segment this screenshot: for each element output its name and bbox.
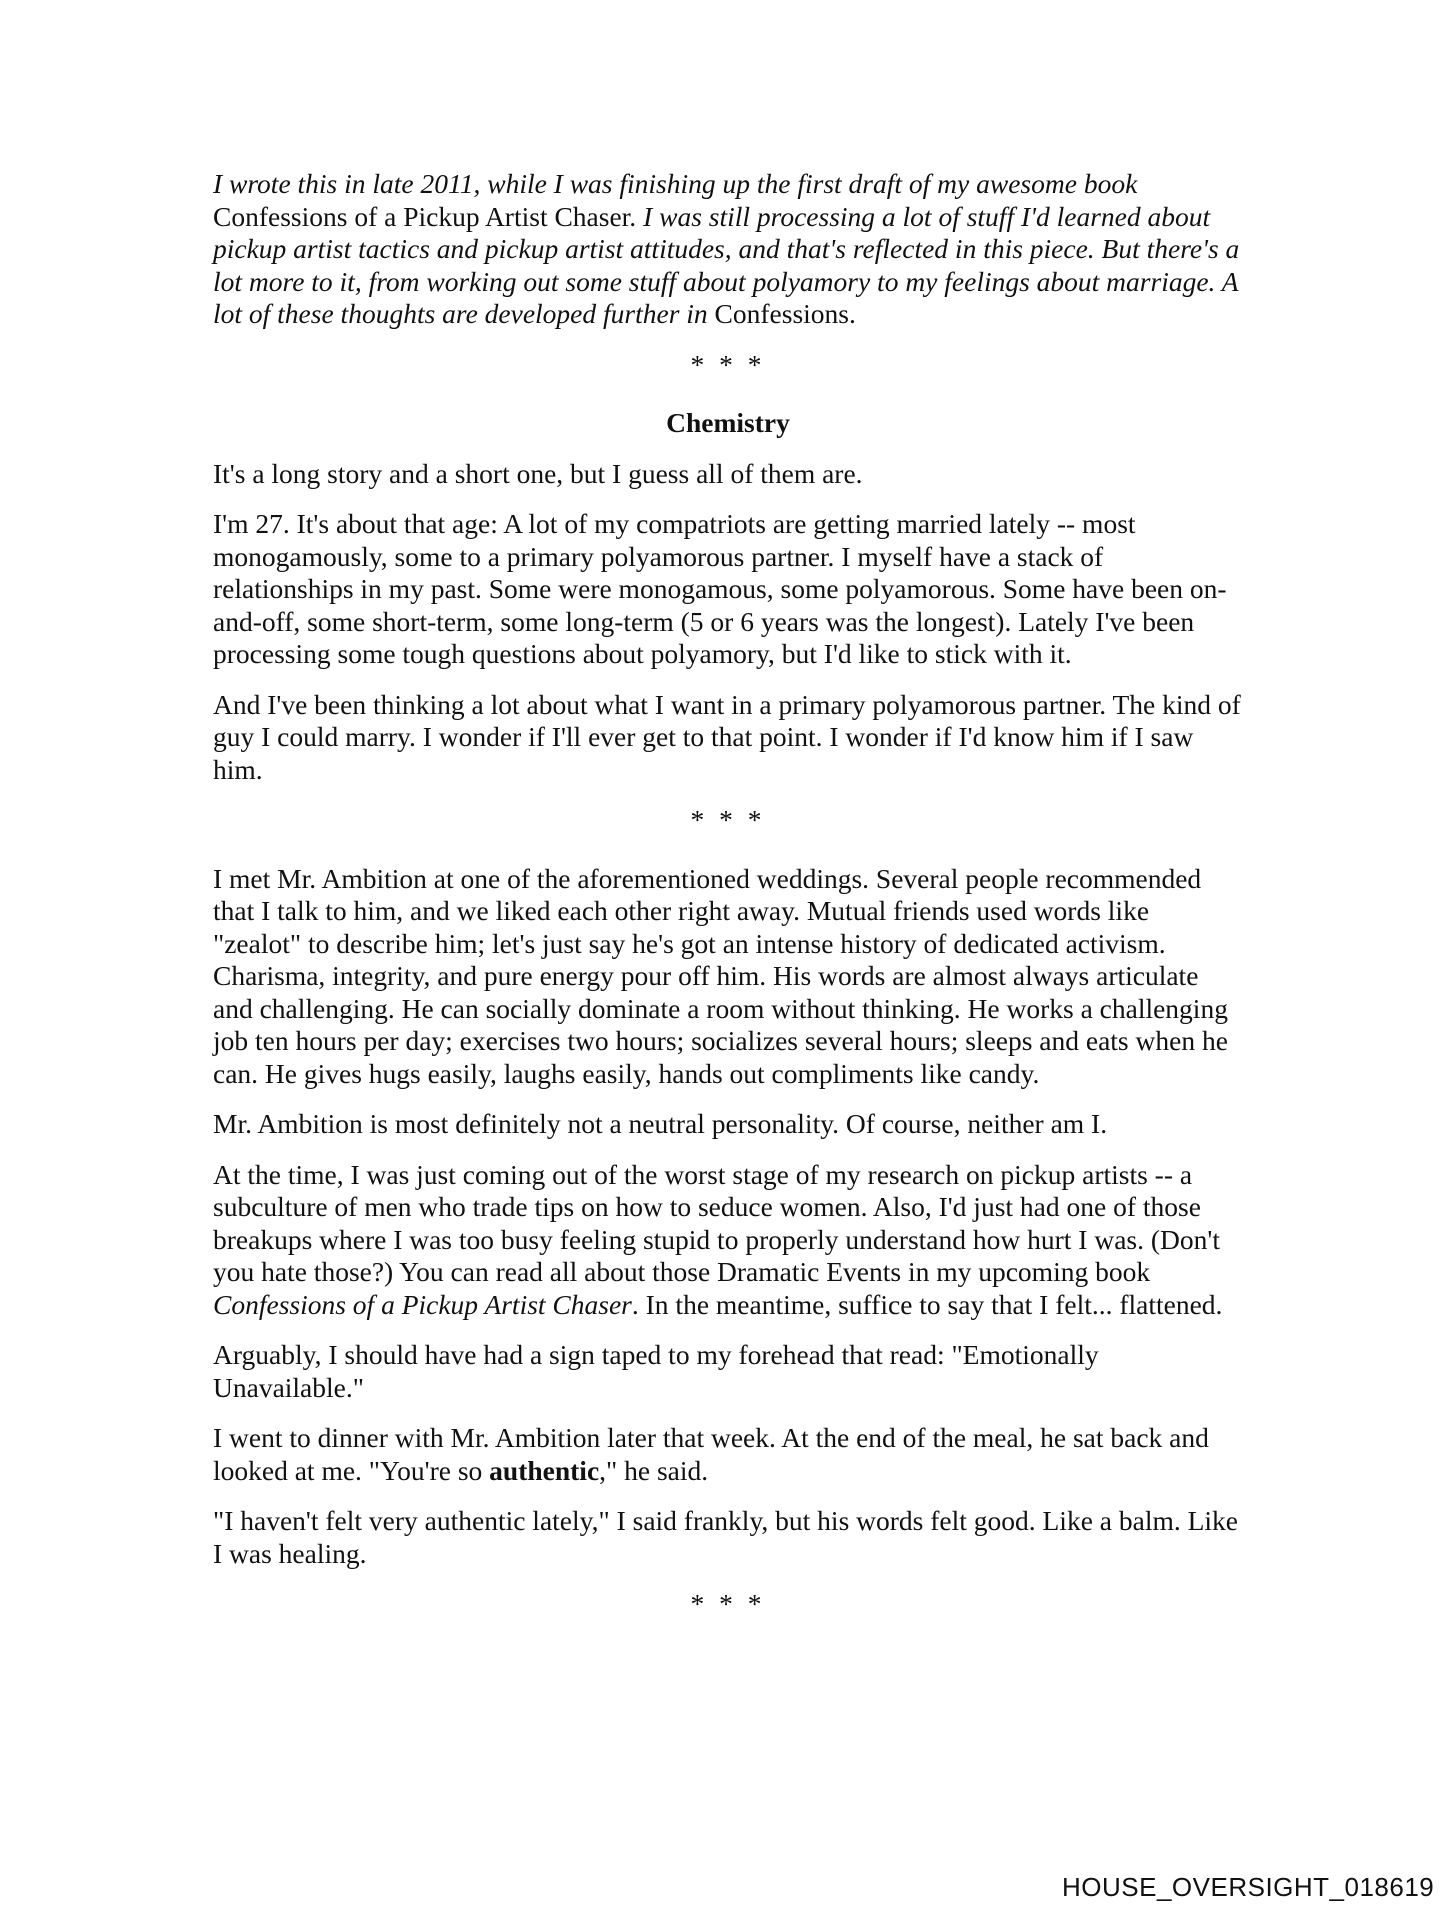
intro-paragraph <box>213 168 1243 331</box>
section-separator: * * * <box>690 1588 766 1619</box>
intro-text-2: I was still processing a lot of stuff I'd learned about pickup artist tactics and pickup artist attitudes, and that's reflected in this piece. But there's a lot more to it, from working out some stuff about polyamory to my feelings about marriage. A lot of these thoughts are developed further in <box>213 200 1240 329</box>
paragraph: Mr. Ambition is most definitely not a neutral personality. Of course, neither am I. <box>213 1108 1108 1139</box>
bates-number: HOUSE_OVERSIGHT_018619 <box>1062 1872 1435 1902</box>
paragraph: I'm 27. It's about that age: A lot of my compatriots are getting married lately -- most monogamously, some to a primary polyamorous partner. I myself have a stack of relationships in my past. Some were monogamous, some polyamorous. Some have been on-and-off, some short-term, some long-term (5 or 6 years was the longest). Lately I've been processing some tough questions about polyamory, but I'd like to stick with it. <box>213 508 1227 669</box>
paragraph: Arguably, I should have had a sign taped to my forehead that read: "Emotionally Unavailable." <box>213 1339 1099 1403</box>
paragraph-text: I went to dinner with Mr. Ambition later that week. At the end of the meal, he sat back and looked at me. "You're so <box>213 1422 1209 1486</box>
book-title-italic: Confessions of a Pickup Artist Chaser <box>213 1288 632 1320</box>
paragraph-text: ," he said. <box>599 1454 709 1486</box>
document-page <box>213 168 1243 1647</box>
paragraph: It's a long story and a short one, but I guess all of them are. <box>213 457 863 489</box>
paragraph <box>213 1159 1243 1322</box>
paragraph-text: At the time, I was just coming out of the worst stage of my research on pickup artists -- a subculture of men who trade tips on how to seduce women. Also, I'd just had one of those breakups where I was too busy feeling stupid to properly understand how hurt I was. (Don't you hate those?) You can read all about those Dramatic Events in my upcoming book <box>213 1158 1220 1287</box>
intro-book-short: Confessions. <box>714 298 856 329</box>
paragraph-text: . In the meantime, suffice to say that I felt... flattened. <box>631 1288 1223 1320</box>
paragraph: "I haven't felt very authentic lately," I said frankly, but his words felt good. Like a balm. Like I was healing. <box>213 1505 1238 1569</box>
section-separator: * * * <box>690 348 766 380</box>
article-title: Chemistry <box>666 407 790 438</box>
section-separator: * * * <box>690 804 766 835</box>
paragraph: I met Mr. Ambition at one of the aforementioned weddings. Several people recommended that I talk to him, and we liked each other right away. Mutual friends used words like "zealot" to describe him; let's just say he's got an intense history of dedicated activism. Charisma, integrity, and pure energy pour off him. His words are almost always articulate and challenging. He can socially dominate a room without thinking. He works a challenging job ten hours per day; exercises two hours; socializes several hours; sleeps and eats when he can. He gives hugs easily, laughs easily, hands out compliments like candy. <box>213 862 1228 1089</box>
emphasis-bold: authentic <box>489 1454 600 1486</box>
intro-text-1: I wrote this in late 2011, while I was finishing up the first draft of my awesome book <box>213 168 1138 199</box>
intro-book-title: Confessions of a Pickup Artist Chaser. <box>213 200 637 232</box>
paragraph: And I've been thinking a lot about what I want in a primary polyamorous partner. The kind of guy I could marry. I wonder if I'll ever get to that point. I wonder if I'd know him if I saw him. <box>213 688 1241 785</box>
paragraph <box>213 1422 1243 1487</box>
